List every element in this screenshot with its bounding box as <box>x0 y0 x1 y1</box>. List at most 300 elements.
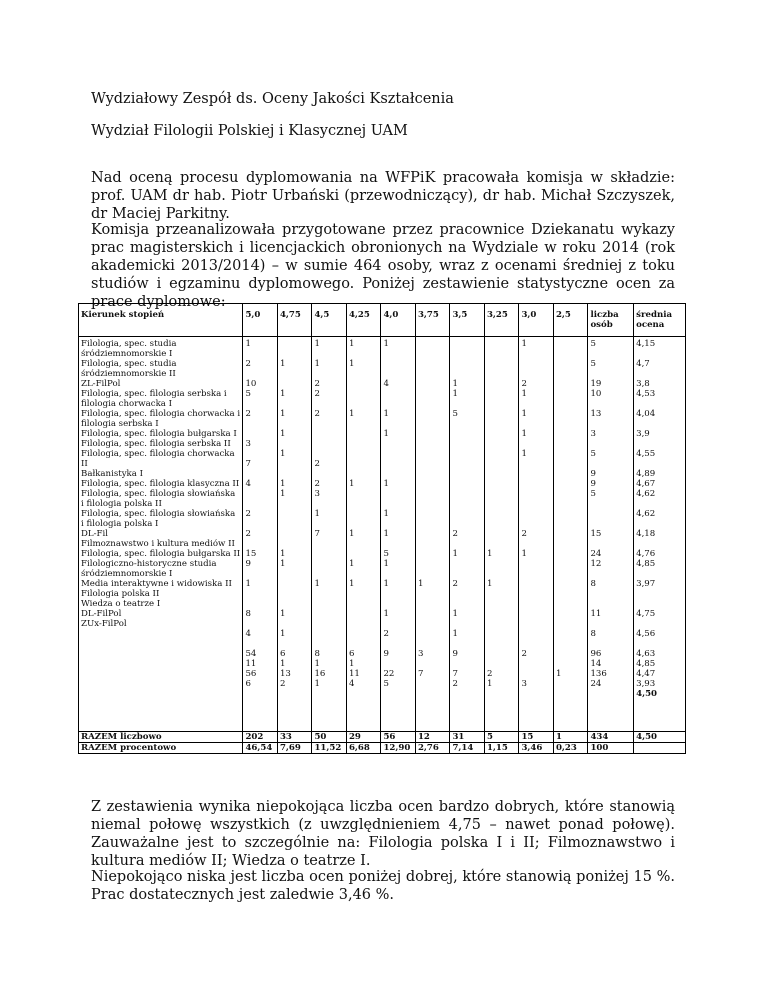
grade-value: 1 <box>279 609 286 619</box>
grade-value: 11 <box>590 609 602 619</box>
grade-value: 2 <box>314 479 320 489</box>
grade-value <box>280 379 310 389</box>
grade-value <box>418 469 448 479</box>
grade-value: 2 <box>383 629 389 639</box>
grade-value <box>383 349 413 359</box>
grade-value <box>590 589 631 599</box>
grade-value: 1 <box>417 579 424 589</box>
grade-value <box>349 589 379 599</box>
grade-value: 1 <box>383 429 389 439</box>
program-name: DL-FilPol <box>81 609 122 619</box>
totals-count-row <box>79 732 686 743</box>
grade-value <box>590 539 631 549</box>
total-cell: 15 <box>519 732 554 743</box>
grade-value: 1 <box>279 409 286 419</box>
grade-value <box>280 519 310 529</box>
grade-value <box>383 399 413 409</box>
grade-value: 1 <box>279 479 286 489</box>
grade-value <box>452 399 482 409</box>
grade-value <box>556 659 586 669</box>
grade-value: 1 <box>279 359 286 369</box>
grade-value <box>280 589 310 599</box>
grade-value <box>418 509 448 519</box>
program-name: Filologia, spec. filologia bułgarska I <box>81 429 237 439</box>
grade-value <box>245 469 275 479</box>
program-name: Wiedza o teatrze I <box>81 599 161 609</box>
header-cell: 4,5 <box>312 304 347 337</box>
grade-value: 3,97 <box>636 579 656 589</box>
grade-value <box>487 489 517 499</box>
grade-value: 56 <box>245 669 257 679</box>
grade-value: 4,56 <box>636 629 656 639</box>
grade-value <box>383 569 413 579</box>
grade-value <box>487 469 517 479</box>
grade-value: 9 <box>590 479 596 489</box>
committee-name: Wydziałowy Zespół ds. Oceny Jakości Kształcenia <box>91 91 454 107</box>
grade-value <box>487 499 517 509</box>
grade-value <box>418 639 448 649</box>
program-name: Bałkanistyka I <box>81 469 144 479</box>
grade-value: 6 <box>245 679 251 689</box>
grade-value: 9 <box>245 559 251 569</box>
program-name: Media interaktywne i widowiska II <box>81 579 232 589</box>
grade-value <box>383 499 413 509</box>
grade-value <box>636 399 683 409</box>
grade-value <box>349 489 379 499</box>
grade-value <box>487 459 517 469</box>
grade-value: 8 <box>590 579 596 589</box>
grade-value <box>487 509 517 519</box>
grade-value: 1 <box>486 679 493 689</box>
grade-value <box>556 359 586 369</box>
grade-value <box>636 439 683 449</box>
grade-value <box>349 569 379 579</box>
grade-value: 1 <box>348 339 355 349</box>
grade-value <box>418 499 448 509</box>
grade-value: 7 <box>314 529 320 539</box>
grade-value <box>245 539 275 549</box>
grade-value <box>590 519 631 529</box>
grade-value <box>556 649 586 659</box>
grade-value: 4,62 <box>636 509 656 519</box>
conclusion-paragraph-2: Niepokojąco niska jest liczba ocen poniżej dobrej, które stanowią poniżej 15 %. Prac dostatecznych jest zaledwie 3,46 %. <box>91 869 675 903</box>
grade-value: 1 <box>383 339 389 349</box>
header-cell: 4,0 <box>381 304 416 337</box>
grade-value <box>280 469 310 479</box>
grade-value <box>280 599 310 609</box>
totals-label: RAZEM procentowo <box>79 743 243 754</box>
total-cell: 202 <box>243 732 278 743</box>
grade-value <box>487 379 517 389</box>
grade-value <box>556 429 586 439</box>
grade-value <box>521 359 551 369</box>
grade-value <box>521 569 551 579</box>
grade-value: 4,85 <box>636 559 656 569</box>
total-cell <box>634 743 686 754</box>
grade-value <box>452 439 482 449</box>
grade-value <box>452 369 482 379</box>
grade-value <box>245 519 275 529</box>
grade-value <box>314 449 344 459</box>
grade-value <box>636 459 683 469</box>
grade-value <box>383 519 413 529</box>
grade-value: 5 <box>383 549 389 559</box>
grade-value <box>556 419 586 429</box>
total-cell: 31 <box>450 732 485 743</box>
grade-value: 3 <box>590 429 596 439</box>
grade-value <box>452 499 482 509</box>
total-cell: 6,68 <box>346 743 381 754</box>
grade-value: 1 <box>521 549 527 559</box>
grade-value <box>487 439 517 449</box>
grade-value <box>636 589 683 599</box>
grade-value <box>314 609 344 619</box>
grade-3-25-cell <box>484 337 519 732</box>
grade-value <box>556 369 586 379</box>
grade-value: 1 <box>383 509 389 519</box>
grade-value <box>314 499 344 509</box>
grade-value <box>590 349 631 359</box>
grade-value <box>383 619 413 629</box>
grade-value <box>452 469 482 479</box>
grade-value <box>452 509 482 519</box>
grade-value: 1 <box>279 549 286 559</box>
grade-value <box>487 419 517 429</box>
grade-value: 4 <box>245 629 251 639</box>
grade-value <box>383 659 413 669</box>
grade-value <box>590 439 631 449</box>
grade-value <box>556 529 586 539</box>
grade-value: 3,93 <box>636 679 656 689</box>
people-count-cell <box>588 337 634 732</box>
grade-value <box>314 619 344 629</box>
grade-value: 1 <box>279 429 286 439</box>
grade-4-0-cell <box>381 337 416 732</box>
grade-value: 1 <box>279 489 286 499</box>
grade-value <box>521 479 551 489</box>
grade-value <box>418 349 448 359</box>
program-name: Filologia, spec. filologia serbska i filologia chorwacka I <box>81 389 227 409</box>
grade-value <box>280 369 310 379</box>
total-cell: 7,14 <box>450 743 485 754</box>
grade-value <box>452 519 482 529</box>
grade-value <box>418 589 448 599</box>
grade-value: 2 <box>245 529 251 539</box>
grade-value <box>280 579 310 589</box>
grade-value <box>314 469 344 479</box>
grade-value <box>314 549 344 559</box>
grade-value <box>383 539 413 549</box>
grade-value <box>452 449 482 459</box>
grade-value <box>556 569 586 579</box>
grade-value <box>556 549 586 559</box>
grade-value <box>556 399 586 409</box>
grade-value: 2 <box>521 379 527 389</box>
grade-value: 2 <box>452 579 458 589</box>
grade-value <box>452 599 482 609</box>
total-cell: 1,15 <box>484 743 519 754</box>
grade-value <box>590 569 631 579</box>
grade-value <box>590 639 631 649</box>
grade-value <box>280 439 310 449</box>
grade-value: 13 <box>590 409 602 419</box>
grade-value <box>521 499 551 509</box>
grade-value <box>487 349 517 359</box>
total-cell: 100 <box>588 743 634 754</box>
program-name: Filologia polska II <box>81 589 160 599</box>
grade-value: 1 <box>314 359 320 369</box>
grade-value: 2 <box>314 379 320 389</box>
grade-value <box>521 399 551 409</box>
grade-value <box>349 439 379 449</box>
total-cell: 3,46 <box>519 743 554 754</box>
grade-value: 9 <box>383 649 389 659</box>
grade-value: 2 <box>452 529 458 539</box>
grade-value <box>556 539 586 549</box>
total-cell: 0,23 <box>553 743 588 754</box>
grade-value <box>418 379 448 389</box>
grade-value: 2 <box>245 409 251 419</box>
grade-value <box>487 399 517 409</box>
grade-value: 2 <box>521 649 527 659</box>
grade-value <box>383 469 413 479</box>
grade-value <box>349 399 379 409</box>
grade-value: 7 <box>245 459 251 469</box>
grade-value: 1 <box>348 579 355 589</box>
grade-value: 9 <box>590 469 596 479</box>
grade-value <box>487 639 517 649</box>
grade-value <box>383 419 413 429</box>
program-name: ZL-FilPol <box>81 379 121 389</box>
grade-value: 2 <box>314 459 320 469</box>
program-names-cell <box>79 337 243 732</box>
grade-value <box>418 389 448 399</box>
grade-value: 5 <box>383 679 389 689</box>
grade-value <box>487 649 517 659</box>
grade-value: 4,53 <box>636 389 656 399</box>
grade-value: 1 <box>383 529 389 539</box>
grade-value <box>418 539 448 549</box>
program-name: Filologia, spec. filologia klasyczna II <box>81 479 240 489</box>
grade-value: 4,67 <box>636 479 656 489</box>
grade-value <box>487 569 517 579</box>
grade-value <box>487 449 517 459</box>
header-cell: 3,25 <box>484 304 519 337</box>
conclusion-paragraph-1: Z zestawienia wynika niepokojąca liczba ocen bardzo dobrych, które stanowią niemal połowę wszystkich (z uwzględnieniem 4,75 – nawet ponad połowę). Zauważalne jest to szczególnie na: Filologia polska I i II; Filmoznawstwo i kultura mediów II; Wiedza o teatrze I. <box>91 799 675 869</box>
grade-value: 4,75 <box>636 609 656 619</box>
grade-value: 1 <box>521 409 527 419</box>
grade-value <box>590 419 631 429</box>
grade-value: 4 <box>245 479 251 489</box>
grade-value <box>418 459 448 469</box>
grade-value <box>418 519 448 529</box>
grade-value <box>349 459 379 469</box>
grade-value <box>452 569 482 579</box>
grade-value <box>636 539 683 549</box>
grade-value <box>521 459 551 469</box>
grade-value: 3,8 <box>636 379 650 389</box>
grade-value: 1 <box>279 629 286 639</box>
grade-value <box>452 479 482 489</box>
grade-value <box>314 349 344 359</box>
grade-value <box>245 499 275 509</box>
grade-value <box>452 419 482 429</box>
grade-4-25-cell <box>346 337 381 732</box>
grade-value <box>487 389 517 399</box>
faculty-name: Wydział Filologii Polskiej i Klasycznej UAM <box>91 123 408 139</box>
grade-value <box>487 619 517 629</box>
grade-value <box>487 539 517 549</box>
total-cell: 434 <box>588 732 634 743</box>
grade-value: 12 <box>590 559 602 569</box>
grade-value: 1 <box>314 579 320 589</box>
grade-value: 1 <box>279 559 286 569</box>
grade-value <box>314 629 344 639</box>
grade-value <box>636 499 683 509</box>
grade-value: 5 <box>245 389 251 399</box>
grade-value <box>383 639 413 649</box>
grade-value: 4,04 <box>636 409 656 419</box>
grade-value: 1 <box>452 609 458 619</box>
grade-4-75-cell <box>277 337 312 732</box>
grade-value: 15 <box>245 549 257 559</box>
grade-value <box>556 589 586 599</box>
grade-value <box>349 449 379 459</box>
grade-value <box>556 639 586 649</box>
grade-value: 1 <box>486 549 493 559</box>
grade-value: 14 <box>590 659 602 669</box>
grade-value <box>452 639 482 649</box>
grade-value <box>452 589 482 599</box>
grade-value <box>383 439 413 449</box>
grade-value <box>280 539 310 549</box>
grade-value: 1 <box>521 339 527 349</box>
grade-value <box>280 339 310 349</box>
grade-value <box>280 349 310 359</box>
grade-value <box>383 459 413 469</box>
grade-value: 1 <box>521 449 527 459</box>
grade-value: 1 <box>452 389 458 399</box>
grade-value: 4,89 <box>636 469 656 479</box>
grade-value <box>556 449 586 459</box>
grade-value: 1 <box>348 529 355 539</box>
grade-value: 1 <box>245 339 251 349</box>
grade-value: 9 <box>452 649 458 659</box>
grade-value <box>556 559 586 569</box>
grade-value <box>590 369 631 379</box>
grade-value: 136 <box>590 669 607 679</box>
grade-value <box>418 529 448 539</box>
program-name: DL-Fil <box>81 529 108 539</box>
grade-value: 1 <box>279 659 286 669</box>
grade-value: 10 <box>245 379 257 389</box>
grade-value: 4,55 <box>636 449 656 459</box>
grade-value <box>418 609 448 619</box>
grade-value <box>418 339 448 349</box>
grade-value <box>349 369 379 379</box>
grade-value <box>314 639 344 649</box>
grade-value: 4,62 <box>636 489 656 499</box>
total-cell: 33 <box>277 732 312 743</box>
grade-value: 5 <box>590 489 596 499</box>
grade-value: 1 <box>348 359 355 369</box>
program-name: Filologia, spec. studia śródziemnomorskie II <box>81 359 177 379</box>
total-cell: 7,69 <box>277 743 312 754</box>
grade-value <box>556 459 586 469</box>
grade-value <box>245 639 275 649</box>
grade-value: 8 <box>314 649 320 659</box>
grade-value <box>487 519 517 529</box>
grade-value <box>418 409 448 419</box>
grade-value <box>487 599 517 609</box>
grade-value <box>636 369 683 379</box>
total-cell: 12 <box>415 732 450 743</box>
header-cell: liczba osób <box>588 304 634 337</box>
grade-value <box>521 439 551 449</box>
grade-value: 24 <box>590 679 602 689</box>
grade-value <box>556 609 586 619</box>
grade-3-5-cell <box>450 337 485 732</box>
grade-value: 4,18 <box>636 529 656 539</box>
grade-value <box>383 389 413 399</box>
grade-value: 54 <box>245 649 257 659</box>
grade-value <box>245 449 275 459</box>
grade-value <box>418 549 448 559</box>
grade-value: 1 <box>383 559 389 569</box>
grade-value: 1 <box>348 479 355 489</box>
grade-value <box>452 489 482 499</box>
grade-value <box>314 569 344 579</box>
grade-value <box>590 399 631 409</box>
grade-value: 11 <box>348 669 360 679</box>
grade-value <box>487 339 517 349</box>
grade-value <box>636 519 683 529</box>
grade-value <box>418 449 448 459</box>
grade-value: 10 <box>590 389 602 399</box>
grade-value <box>452 459 482 469</box>
program-name: Filologia, spec. filologia słowiańska i filologia polska I <box>81 509 236 529</box>
grade-value <box>383 599 413 609</box>
grade-value: 1 <box>452 629 458 639</box>
grade-value <box>245 419 275 429</box>
grade-value <box>556 619 586 629</box>
grade-value: 3 <box>314 489 320 499</box>
grade-value: 6 <box>279 649 286 659</box>
program-name: Filologia, spec. studia śródziemnomorskie I <box>81 339 177 359</box>
grade-value: 8 <box>245 609 251 619</box>
grade-value <box>418 569 448 579</box>
total-cell: 29 <box>346 732 381 743</box>
grade-value: 5 <box>590 449 596 459</box>
grade-value <box>418 359 448 369</box>
grade-value: 13 <box>279 669 291 679</box>
intro-paragraph-2: Komisja przeanalizowała przygotowane przez pracownice Dziekanatu wykazy prac magisterskich i licencjackich obronionych na Wydziale w roku 2014 (rok akademicki 2013/2014) – w sumie 464 osoby, wraz z ocenami średniej z toku studiów i egzaminu dyplomowego. Poniżej zestawienie statystyczne ocen za prace dyplomowe: <box>91 222 675 310</box>
grade-value: 22 <box>383 669 395 679</box>
grade-value: 11 <box>245 659 257 669</box>
grade-value <box>452 339 482 349</box>
header-cell: 3,0 <box>519 304 554 337</box>
grade-value <box>556 339 586 349</box>
grade-value <box>590 599 631 609</box>
grade-value <box>521 609 551 619</box>
grade-value <box>418 399 448 409</box>
header-cell: 3,75 <box>415 304 450 337</box>
grade-value <box>487 479 517 489</box>
grade-value <box>418 419 448 429</box>
grade-value <box>556 679 586 689</box>
grade-value <box>349 389 379 399</box>
grade-value: 7 <box>417 669 424 679</box>
